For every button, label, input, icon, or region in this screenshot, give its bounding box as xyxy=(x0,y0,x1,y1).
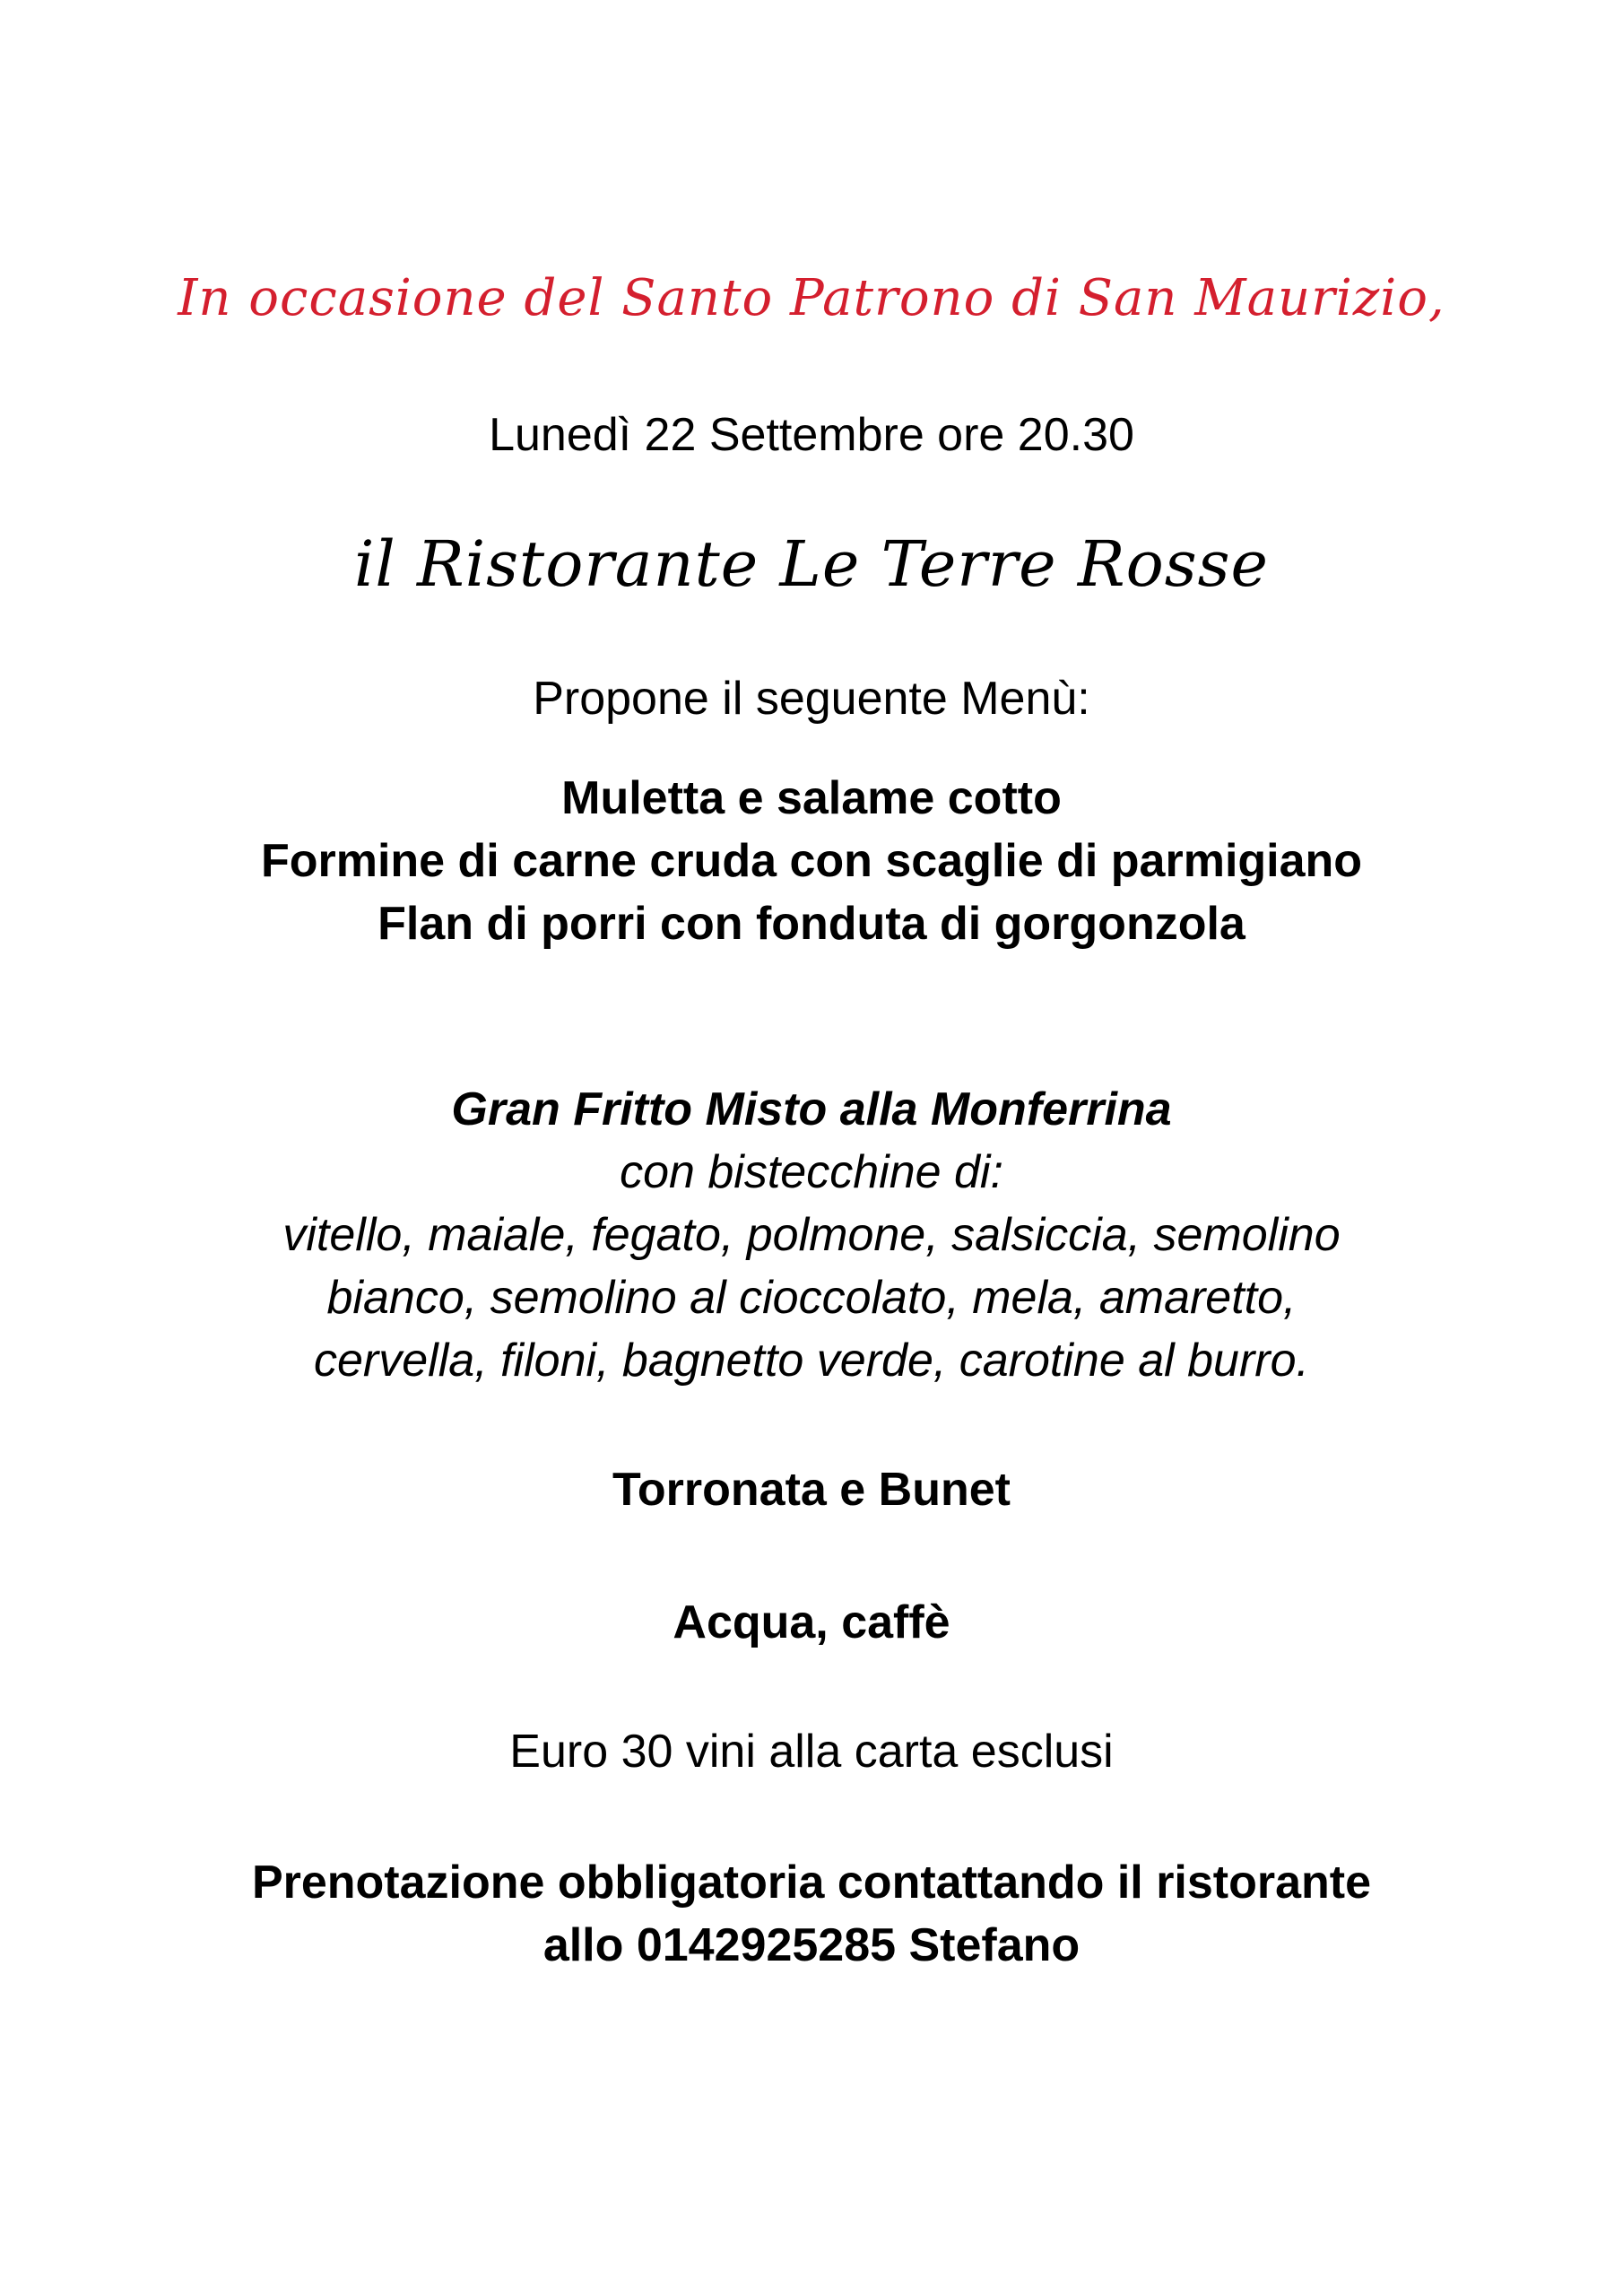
dessert-item: Torronata e Bunet xyxy=(612,1464,1011,1516)
occasion-heading: In occasione del Santo Patrono di San Maurizio, xyxy=(178,269,1445,327)
booking-line-2: allo 0142925285 Stefano xyxy=(542,1919,1081,1971)
antipasto-item-3: Flan di porri con fonduta di gorgonzola xyxy=(378,898,1245,950)
main-course-title: Gran Fritto Misto alla Monferrina xyxy=(451,1083,1172,1135)
restaurant-name: il Ristorante Le Terre Rosse xyxy=(354,527,1269,601)
main-course-ingredients-line-3: cervella, filoni, bagnetto verde, carotine al burro. xyxy=(314,1335,1309,1387)
main-course-subtitle: con bistecchine di: xyxy=(620,1146,1003,1198)
drinks-item: Acqua, caffè xyxy=(673,1596,950,1648)
event-date-time: Lunedì 22 Settembre ore 20.30 xyxy=(489,409,1134,461)
antipasto-item-2: Formine di carne cruda con scaglie di parmigiano xyxy=(260,835,1363,887)
main-course-ingredients-line-2: bianco, semolino al cioccolato, mela, amaretto, xyxy=(326,1272,1297,1324)
price-text: Euro 30 vini alla carta esclusi xyxy=(509,1726,1114,1778)
menu-intro: Propone il seguente Menù: xyxy=(533,673,1090,725)
booking-line-1: Prenotazione obbligatoria contattando il ristorante xyxy=(251,1857,1372,1909)
antipasto-item-1: Muletta e salame cotto xyxy=(561,772,1062,824)
main-course-ingredients-line-1: vitello, maiale, fegato, polmone, salsiccia, semolino xyxy=(282,1209,1341,1261)
